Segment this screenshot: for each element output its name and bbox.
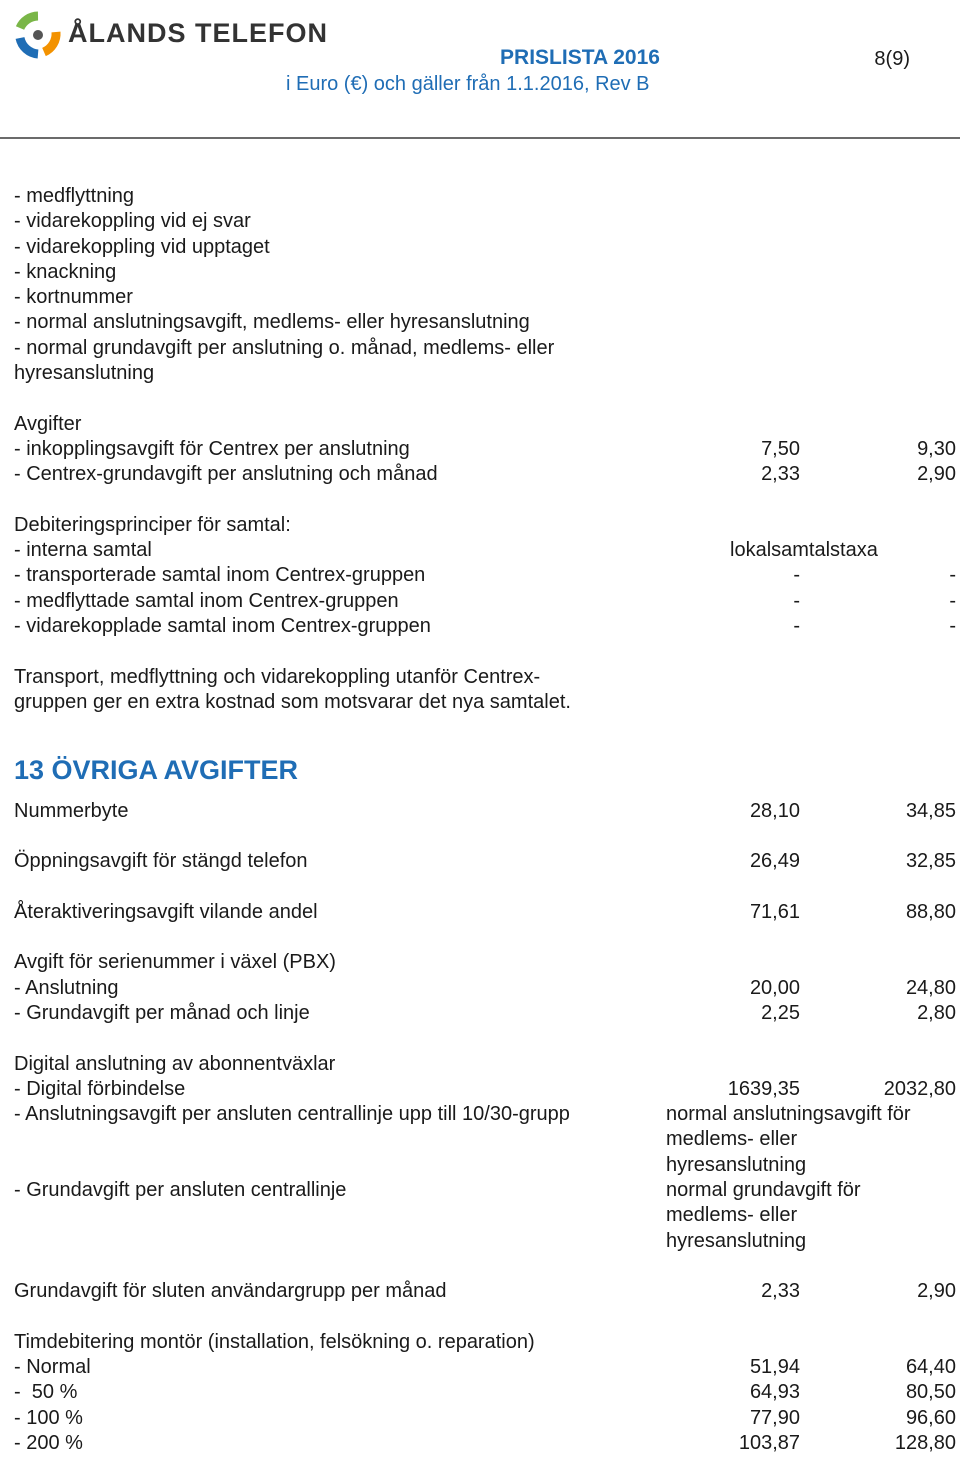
price-row bbox=[14, 462, 958, 487]
price-value-2: 128,80 bbox=[894, 1431, 956, 1454]
price-value-1: 51,94 bbox=[749, 1356, 800, 1379]
price-note: normal grundavgift för bbox=[666, 1178, 861, 1201]
price-label: - 50 % bbox=[14, 1381, 78, 1404]
price-row bbox=[14, 1001, 958, 1026]
price-value-2: 64,40 bbox=[905, 1356, 956, 1379]
price-label: Nummerbyte bbox=[14, 799, 129, 822]
note-continuation bbox=[14, 1229, 958, 1254]
transport-note: Transport, medflyttning och vidarekoppling utanför Centrex- bbox=[14, 665, 541, 688]
price-row bbox=[14, 1279, 958, 1304]
price-value-1: 26,49 bbox=[749, 850, 800, 873]
price-note: hyresanslutning bbox=[666, 1229, 807, 1252]
page-header bbox=[0, 0, 960, 140]
price-value-2: 2,90 bbox=[917, 1280, 956, 1303]
price-value-2: 2032,80 bbox=[883, 1077, 956, 1100]
price-note: normal anslutningsavgift för bbox=[666, 1103, 911, 1126]
price-value-2: 9,30 bbox=[917, 437, 956, 460]
price-value-1: - bbox=[793, 564, 800, 587]
feature-item: - knackning bbox=[14, 260, 117, 283]
price-value-1: - bbox=[793, 589, 800, 612]
price-value-1: 77,90 bbox=[749, 1406, 800, 1429]
price-row bbox=[14, 589, 958, 614]
price-row bbox=[14, 900, 958, 925]
page-number: 8(9) bbox=[874, 48, 910, 70]
price-row bbox=[14, 1178, 958, 1203]
price-row bbox=[14, 538, 958, 563]
price-value-2: - bbox=[949, 589, 956, 612]
price-value-1: 64,93 bbox=[749, 1381, 800, 1404]
price-row bbox=[14, 1380, 958, 1405]
feature-item: - medflyttning bbox=[14, 185, 135, 207]
price-row bbox=[14, 563, 958, 588]
price-value-2: 24,80 bbox=[905, 976, 956, 999]
price-label: - Normal bbox=[14, 1356, 91, 1379]
price-row bbox=[14, 1355, 958, 1380]
price-value-1: 1639,35 bbox=[727, 1077, 800, 1100]
price-value-2: 2,90 bbox=[917, 463, 956, 486]
price-row bbox=[14, 849, 958, 874]
logo-mark-icon bbox=[12, 10, 64, 60]
price-label: - Grundavgift per ansluten centrallinje bbox=[14, 1178, 347, 1201]
price-row bbox=[14, 1077, 958, 1102]
price-label: - Anslutning bbox=[14, 976, 119, 999]
note-continuation bbox=[14, 1153, 958, 1178]
serienummer-heading: Avgift för serienummer i växel (PBX) bbox=[14, 951, 336, 974]
price-value-2: 32,85 bbox=[905, 850, 956, 873]
feature-item: hyresanslutning bbox=[14, 362, 155, 385]
price-row bbox=[14, 1102, 958, 1127]
price-label: - 100 % bbox=[14, 1406, 83, 1429]
price-label: - medflyttade samtal inom Centrex-gruppen bbox=[14, 589, 399, 612]
section-13-title: 13 ÖVRIGA AVGIFTER bbox=[14, 754, 299, 785]
price-row bbox=[14, 614, 958, 639]
price-row bbox=[14, 799, 958, 824]
logo-text: ÅLANDS TELEFON bbox=[68, 18, 328, 48]
price-value-2: - bbox=[949, 564, 956, 587]
price-label: - Digital förbindelse bbox=[14, 1077, 186, 1100]
transport-note: gruppen ger en extra kostnad som motsvarar det nya samtalet. bbox=[14, 690, 571, 713]
price-label: Öppningsavgift för stängd telefon bbox=[14, 850, 308, 873]
price-value-1: 7,50 bbox=[761, 437, 800, 460]
price-value-1: 71,61 bbox=[749, 900, 800, 923]
price-label: - vidarekopplade samtal inom Centrex-gruppen bbox=[14, 615, 431, 638]
feature-item: - vidarekoppling vid ej svar bbox=[14, 210, 251, 233]
price-value-1: - bbox=[793, 615, 800, 638]
price-value-2: 34,85 bbox=[905, 799, 956, 822]
price-value-2: 88,80 bbox=[905, 900, 956, 923]
price-note: lokalsamtalstaxa bbox=[730, 539, 878, 562]
price-value-2: 2,80 bbox=[917, 1001, 956, 1024]
price-value-1: 2,33 bbox=[761, 463, 800, 486]
feature-item: - normal grundavgift per anslutning o. månad, medlems- eller bbox=[14, 336, 555, 359]
price-row bbox=[14, 437, 958, 462]
price-row bbox=[14, 976, 958, 1001]
price-list-body bbox=[14, 184, 958, 1456]
price-row bbox=[14, 1431, 958, 1456]
feature-item: - kortnummer bbox=[14, 286, 133, 309]
timdebitering-heading: Timdebitering montör (installation, felsökning o. reparation) bbox=[14, 1330, 535, 1353]
feature-item: - vidarekoppling vid upptaget bbox=[14, 235, 270, 258]
price-label: - Centrex-grundavgift per anslutning och månad bbox=[14, 463, 438, 486]
header-divider bbox=[0, 137, 960, 139]
price-label: Grundavgift för sluten användargrupp per månad bbox=[14, 1280, 447, 1303]
document-subtitle: i Euro (€) och gäller från 1.1.2016, Rev B bbox=[286, 73, 650, 95]
price-label: - inkopplingsavgift för Centrex per anslutning bbox=[14, 437, 410, 460]
price-value-2: - bbox=[949, 615, 956, 638]
debitering-heading: Debiteringsprinciper för samtal: bbox=[14, 513, 291, 536]
price-value-1: 2,25 bbox=[761, 1001, 800, 1024]
price-label: Återaktiveringsavgift vilande andel bbox=[14, 900, 318, 923]
price-note: medlems- eller bbox=[666, 1128, 798, 1151]
price-note: medlems- eller bbox=[666, 1204, 798, 1227]
price-label: - interna samtal bbox=[14, 539, 152, 562]
price-value-2: 96,60 bbox=[905, 1406, 956, 1429]
note-continuation bbox=[14, 1203, 958, 1228]
price-value-1: 20,00 bbox=[749, 976, 800, 999]
document-title: PRISLISTA 2016 bbox=[500, 46, 660, 69]
price-value-1: 103,87 bbox=[738, 1431, 800, 1454]
price-value-1: 28,10 bbox=[749, 799, 800, 822]
price-label: - Anslutningsavgift per ansluten centrallinje upp till 10/30-grupp bbox=[14, 1103, 570, 1126]
feature-item: - normal anslutningsavgift, medlems- eller hyresanslutning bbox=[14, 311, 530, 334]
price-value-1: 2,33 bbox=[761, 1280, 800, 1303]
price-label: - Grundavgift per månad och linje bbox=[14, 1001, 310, 1024]
note-continuation bbox=[14, 1127, 958, 1152]
price-label: - 200 % bbox=[14, 1431, 83, 1454]
price-row bbox=[14, 1406, 958, 1431]
price-value-2: 80,50 bbox=[905, 1381, 956, 1404]
price-label: - transporterade samtal inom Centrex-gruppen bbox=[14, 564, 426, 587]
digital-heading: Digital anslutning av abonnentväxlar bbox=[14, 1052, 336, 1075]
price-note: hyresanslutning bbox=[666, 1153, 807, 1176]
avgifter-heading: Avgifter bbox=[14, 412, 82, 435]
